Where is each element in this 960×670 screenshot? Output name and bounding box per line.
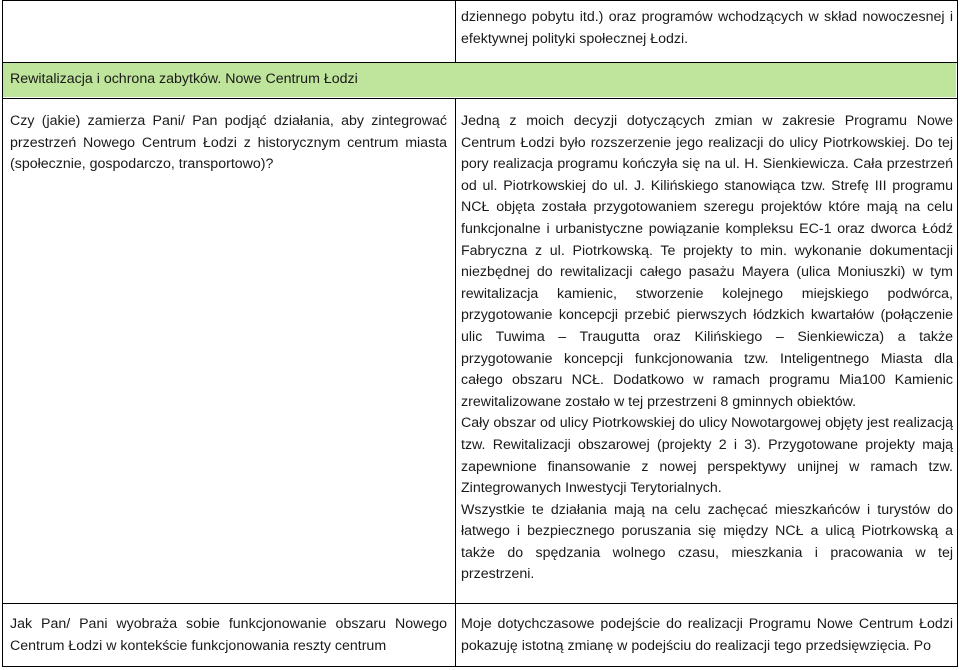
section-header: Rewitalizacja i ochrona zabytków. Nowe Centrum Łodzi xyxy=(10,71,358,87)
answer-paragraph: Cały obszar od ulicy Piotrkowskiej do ulicy Nowotargowej objęty jest realizacją tzw. Rewitalizacji obszarowej (projekty 2 i 3). Przygotowane projekty mają zapewnione finansowanie z nowej perspektywy unijnej w ramach tzw. Zintegrowanych Inwestycji Terytorialnych. xyxy=(461,415,953,497)
question-text: Czy (jakie) zamierza Pani/ Pan podjąć działania, aby zintegrować przestrzeń Nowego Centrum Łodzi z historycznym centrum miasta (społecznie, gospodarczo, transportowo)? xyxy=(10,113,447,173)
column-divider xyxy=(455,98,456,667)
continuation-paragraph: dziennego pobytu itd.) oraz programów wchodzących w skład nowoczesnej i efektywnej polityki społecznej Łodzi. xyxy=(461,9,953,47)
question-text: Jak Pan/ Pani wyobraża sobie funkcjonowanie obszaru Nowego Centrum Łodzi w kontekście funkcjonowania reszty centrum xyxy=(10,616,447,654)
answer-cell xyxy=(461,614,953,657)
answer-paragraph: Wszystkie te działania mają na celu zachęcać mieszkańców i turystów do łatwego i bezpiecznego poruszania się między NCŁ a ulicą Piotrkowską a także do spędzania wolnego czasu, mieszkania i pracowania w tej przestrzeni. xyxy=(461,501,953,583)
top-right-cell xyxy=(461,7,953,50)
table-rule xyxy=(2,62,958,63)
answer-paragraph: Jedną z moich decyzji dotyczących zmian w zakresie Programu Nowe Centrum Łodzi było rozszerzenie jego realizacji do ulicy Piotrkowskiej. Do tej pory realizacja programu kończyła się na ul. H. Sienkiewicza. Cała przestrzeń od ul. Piotrkowskiej do ul. J. Kilińskiego stanowiąca tzw. Strefę III programu NCŁ objęta została przygotowaniem szeregu projektów które mają na celu funkcjonalne i urbanistyczne powiązanie kompleksu EC-1 oraz dworca Łódź Fabryczna z ul. Piotrkowską. Te projekty to min. wykonanie dokumentacji niezbędnej do rewitalizacji całego pasażu Mayera (ulica Moniuszki) w tym rewitalizacja kamienic, stworzenie kolejnego miejskiego podwórca, przygotowanie koncepcji przebić pierwszych łódzkich kwartałów (połączenie ulic Tuwima – Traugutta oraz Kilińskiego – Sienkiewicza) a także przygotowanie koncepcji funkcjonowania tzw. Inteligentnego Miasta dla całego obszaru NCŁ. Dodatkowo w ramach programu Mia100 Kamienic zrewitalizowane zostało w tej przestrzeni 8 gminnych obiektów. xyxy=(461,113,953,410)
table-border-left xyxy=(2,0,3,667)
table-rule xyxy=(2,98,958,99)
question-cell xyxy=(10,614,447,657)
table-border-right xyxy=(957,0,958,667)
question-cell xyxy=(10,111,447,176)
table-rule xyxy=(2,603,958,604)
answer-paragraph: Moje dotychczasowe podejście do realizacji Programu Nowe Centrum Łodzi pokazuję istotną zmianę w podejściu do realizacji tego przedsięwzięcia. Po xyxy=(461,616,953,654)
table-rule xyxy=(2,666,958,667)
document-table xyxy=(2,0,959,670)
column-divider xyxy=(455,0,456,63)
answer-cell xyxy=(461,111,953,586)
table-rule xyxy=(2,0,958,1)
